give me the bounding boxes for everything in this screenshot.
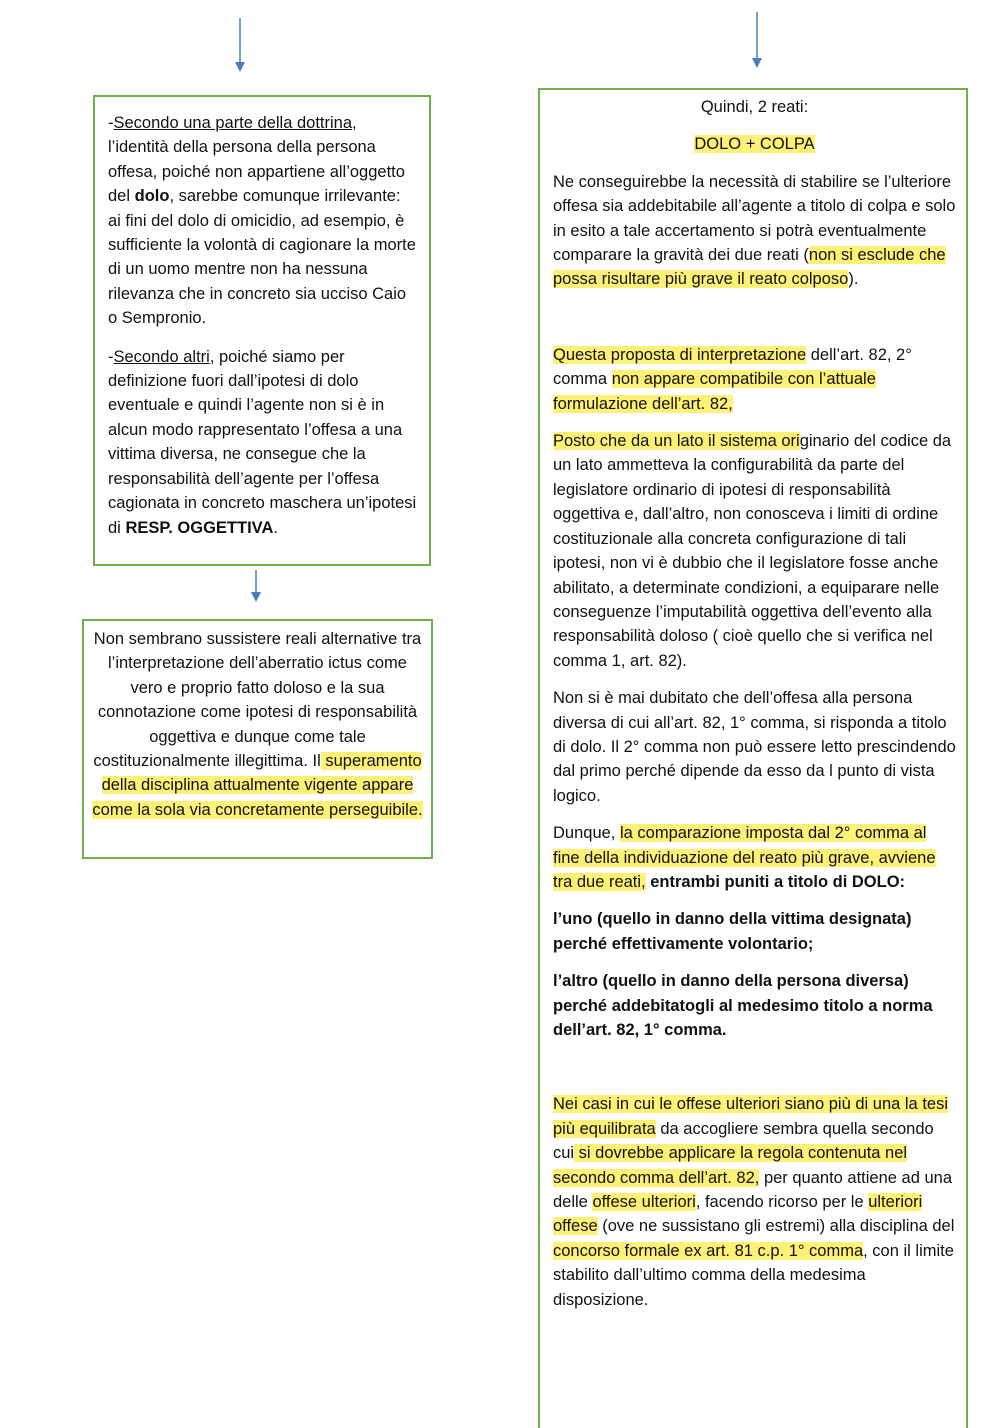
paragraph-proposta — [553, 343, 956, 416]
text: dell’art. 82, 2° comma — [553, 345, 912, 389]
paragraph-offese-ulteriori — [553, 1092, 956, 1312]
arrow-down-right-top — [749, 12, 765, 70]
text: Ne conseguirebbe la necessità di stabilire se l’ulteriore offesa sia addebitabile all’agente a titolo di colpa e solo in esito a tale accertamento si potrà eventualmente comparare la gravità dei due reati ( — [553, 172, 956, 265]
paragraph-conclusione — [92, 627, 423, 822]
bold-text: entrambi puniti a titolo di DOLO: — [645, 872, 906, 891]
text: Non sembrano sussistere reali alternative tra l’interpretazione dell’aberratio ictus come vero e proprio fatto doloso e la sua connotazione come ipotesi di responsabilità oggettiva e dunque come tale costituzionalmente illegittima. Il — [93, 630, 422, 771]
box-dottrina — [93, 95, 431, 566]
text: per quanto attiene ad una delle — [553, 1168, 953, 1212]
text: , con il limite stabilito dall’ultimo comma della medesima disposizione. — [553, 1241, 954, 1309]
text: , l’identità della persona della persona offesa, poiché non appartiene all’oggetto del — [108, 114, 405, 206]
arrow-down-left-top — [232, 18, 248, 74]
paragraph-seconda-tesi — [108, 345, 417, 540]
highlighted-text: la comparazione imposta dal 2° comma al fine della individuazione del reato più grave, avviene tra due reati, — [553, 824, 936, 891]
paragraph-sistema-originario — [553, 429, 956, 673]
box-due-reati — [538, 88, 968, 1428]
highlighted-text: Nei casi in cui le offese ulteriori siano più di una la tesi più equilibrata — [553, 1095, 948, 1138]
dash: - — [108, 114, 114, 132]
highlighted-text: Questa proposta di interpretazione — [553, 345, 807, 364]
text: ginario del codice da un lato ammetteva la configurabilità da parte del legislatore ordinario di ipotesi di responsabilità oggettiva e, dall’altro, non conosceva i limiti di ordine costituzionale alla concreta configurazione di tali ipotesi, non vi è dubbio che il legislatore fosse anche abilitato, a determinate condizioni, a equiparare nelle conseguenze l’imputabilità oggettiva dell’evento alla responsabilità doloso ( cioè quello che si verifica nel comma 1, art. 82). — [553, 432, 952, 670]
text: , facendo ricorso per le — [695, 1193, 869, 1212]
highlighted-text: ulteriori offese — [553, 1193, 923, 1236]
highlighted-text: Posto che da un lato il sistema ori — [553, 432, 800, 451]
arrow-down-left-middle — [248, 570, 264, 604]
text: . — [273, 518, 278, 537]
underlined-phrase: Secondo altri — [113, 347, 210, 366]
paragraph-comparazione — [553, 821, 956, 894]
paragraph-altro — [553, 969, 956, 1042]
box-conclusione — [82, 619, 433, 859]
dash: - — [108, 347, 114, 366]
highlighted-text: concorso formale ex art. 81 c.p. 1° comma — [553, 1241, 864, 1260]
text: (ove ne sussistano gli estremi) alla disciplina del — [597, 1217, 955, 1236]
subheading — [553, 132, 956, 156]
bold-term: RESP. OGGETTIVA — [125, 518, 274, 537]
text: , poiché siamo per definizione fuori dall’ipotesi di dolo eventuale e quindi l’agente non si è in alcun modo rappresentato l’offesa a una vittima diversa, ne consegue che la responsabilità dell’agente per l’offesa cagionata in concreto maschera un’ipotesi di — [108, 347, 417, 537]
paragraph-conseguenza — [553, 170, 956, 292]
bold-term: dolo — [134, 187, 170, 206]
highlighted-text: si dovrebbe applicare la regola contenuta nel secondo comma dell’art. 82, — [553, 1144, 908, 1187]
underlined-phrase: Secondo una parte della dottrina — [113, 114, 353, 132]
highlighted-text: offese ulteriori — [592, 1193, 696, 1212]
paragraph-uno — [553, 907, 956, 956]
paragraph-prima-tesi — [108, 111, 417, 331]
heading: Quindi, 2 reati: — [700, 98, 809, 116]
bold-text: l’uno (quello in danno della vittima designata) perché effettivamente volontario; — [553, 910, 912, 953]
text: Dunque, — [553, 824, 620, 843]
paragraph-titolo-di-dolo — [553, 686, 956, 808]
highlighted-text: DOLO + COLPA — [694, 135, 815, 154]
text: ). — [848, 270, 859, 289]
highlighted-text: non appare compatibile con l’attuale formulazione dell’art. 82, — [553, 370, 876, 413]
bold-text: l’altro (quello in danno della persona diversa) perché addebitatogli al medesimo titolo a norma dell’art. 82, 1° comma. — [553, 972, 933, 1039]
text: Non si è mai dubitato che dell’offesa alla persona diversa di cui all’art. 82, 1° comma, si risponda a titolo di dolo. Il 2° comma non può essere letto prescindendo dal primo perché dipende da esso da l punto di vista logico. — [553, 689, 956, 805]
text: , sarebbe comunque irrilevante: ai fini del dolo di omicidio, ad esempio, è sufficiente la volontà di cagionare la morte di un uomo mentre non ha nessuna rilevanza che in concreto sia ucciso Caio o Sempronio. — [108, 187, 416, 328]
highlighted-text: non si esclude che possa risultare più grave il reato colposo — [553, 246, 946, 289]
highlighted-text: superamento della disciplina attualmente vigente appare come la sola via concretamente perseguibile. — [92, 752, 423, 819]
text: da accogliere sembra quella secondo cui — [553, 1119, 934, 1163]
